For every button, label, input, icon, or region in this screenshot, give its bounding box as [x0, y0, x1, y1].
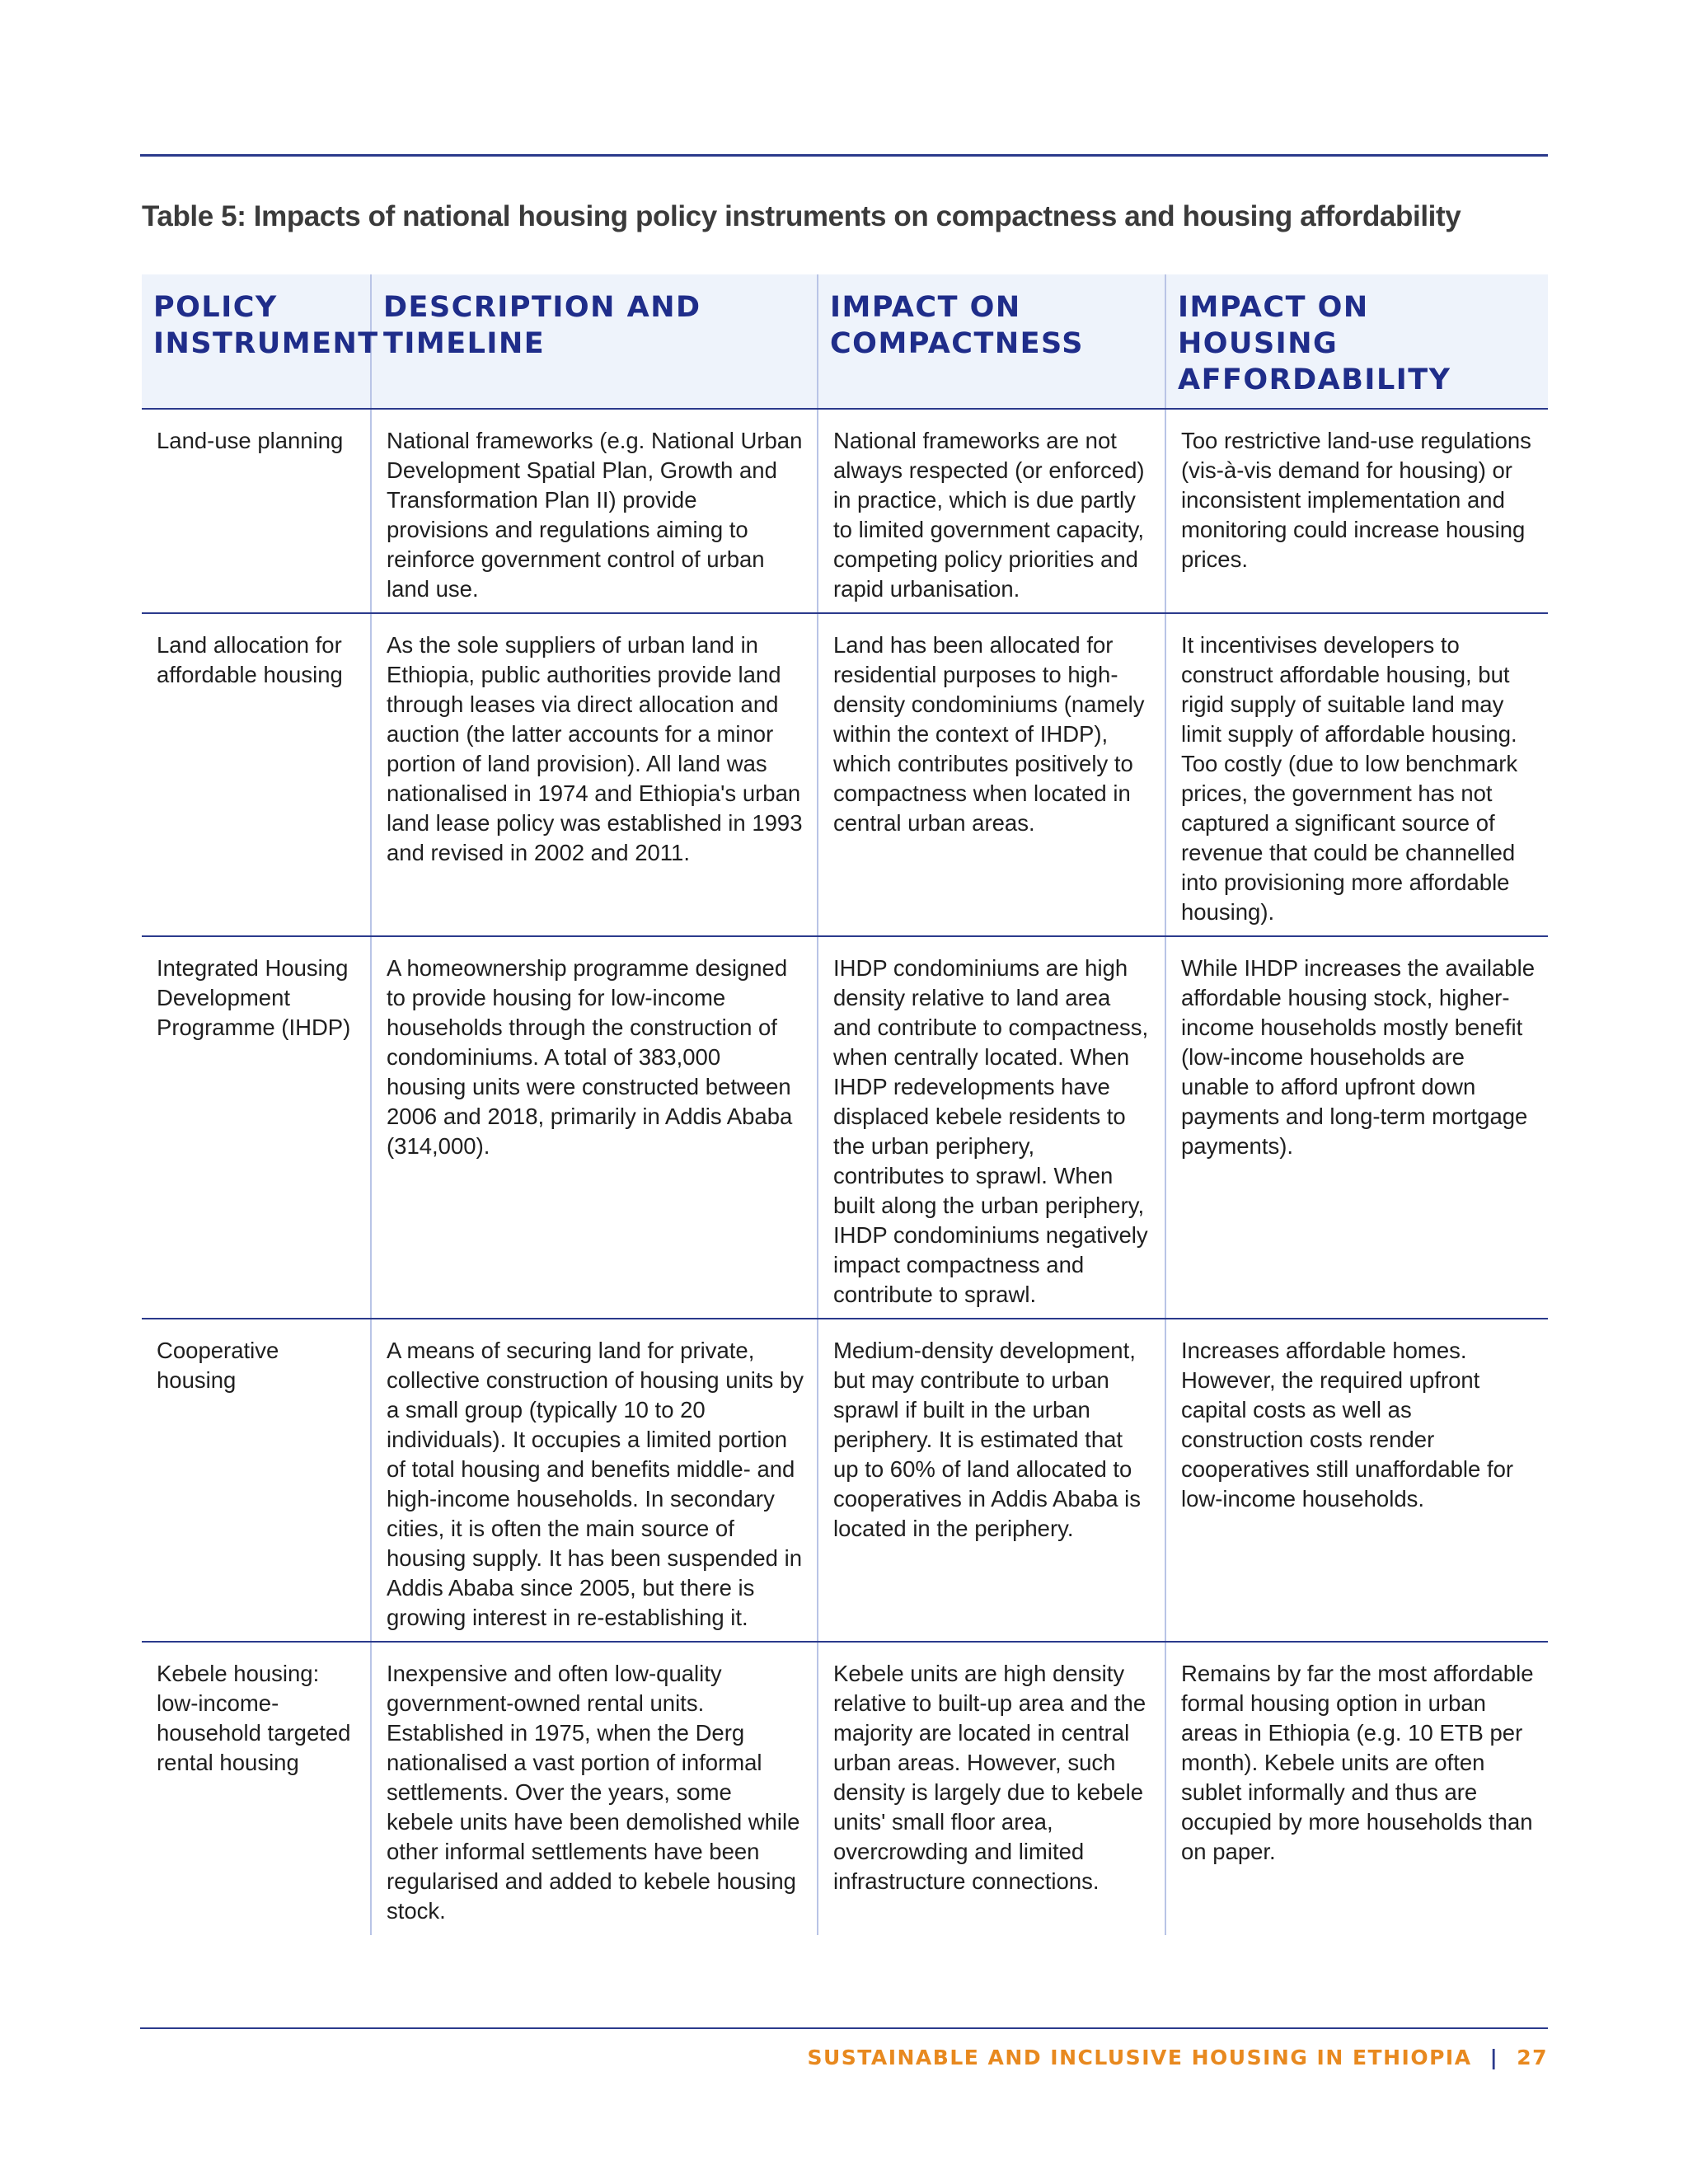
bottom-rule — [140, 2027, 1548, 2029]
header-description: DESCRIPTION AND TIMELINE — [371, 274, 818, 409]
page-number: 27 — [1517, 2046, 1548, 2069]
cell-policy-instrument: Cooperative housing — [142, 1319, 371, 1642]
page-footer — [807, 2046, 1548, 2069]
cell-impact-compactness: Kebele units are high density relative to built-up area and the majority are located in central urban areas. However, such density is largely due to kebele units' small floor area, overcrowding and limited infrastructure connections. — [818, 1642, 1165, 1935]
policy-table — [142, 274, 1548, 1935]
cell-policy-instrument: Land-use planning — [142, 409, 371, 613]
cell-description: A means of securing land for private, collective construction of housing units by a small group (typically 10 to 20 individuals). It occupies a limited portion of total housing and benefits middle- and high-income households. In secondary cities, it is often the main source of housing supply. It has been suspended in Addis Ababa since 2005, but there is growing interest in re-establishing it. — [371, 1319, 818, 1642]
cell-impact-affordability: Too restrictive land-use regulations (vis-à-vis demand for housing) or inconsistent implementation and monitoring could increase housing prices. — [1165, 409, 1548, 613]
table-row — [142, 1319, 1548, 1642]
running-title: SUSTAINABLE AND INCLUSIVE HOUSING IN ETHIOPIA — [807, 2046, 1472, 2069]
table-row — [142, 409, 1548, 613]
table-row — [142, 613, 1548, 936]
cell-description: National frameworks (e.g. National Urban Development Spatial Plan, Growth and Transformation Plan II) provide provisions and regulations aiming to reinforce government control of urban land use. — [371, 409, 818, 613]
top-rule — [140, 154, 1548, 157]
cell-description: As the sole suppliers of urban land in Ethiopia, public authorities provide land through leases via direct allocation and auction (the latter accounts for a minor portion of land provision). All land was nationalised in 1974 and Ethiopia's urban land lease policy was established in 1993 and revised in 2002 and 2011. — [371, 613, 818, 936]
cell-policy-instrument: Kebele housing: low-income-household targeted rental housing — [157, 1661, 351, 1775]
cell-impact-compactness: National frameworks are not always respected (or enforced) in practice, which is due partly to limited government capacity, competing policy priorities and rapid urbanisation. — [818, 409, 1165, 613]
footer-separator: | — [1489, 2046, 1499, 2069]
header-impact-affordability: IMPACT ON HOUSING AFFORDABILITY — [1165, 274, 1548, 409]
cell-description: Inexpensive and often low-quality government-owned rental units. Established in 1975, when the Derg nationalised a vast portion of informal settlements. Over the years, some kebele units have been demolished while other informal settlements have been regularised and added to kebele housing stock. — [371, 1642, 818, 1935]
cell-impact-compactness: Land has been allocated for residential purposes to high-density condominiums (namely within the context of IHDP), which contributes positively to compactness when located in central urban areas. — [818, 613, 1165, 936]
cell-policy-instrument: Land allocation for affordable housing — [142, 613, 371, 936]
table-row — [142, 1642, 1548, 1935]
table-header-row — [142, 274, 1548, 409]
header-policy-instrument: POLICY INSTRUMENT — [142, 274, 371, 409]
cell-impact-compactness: Medium-density development, but may contribute to urban sprawl if built in the urban periphery. It is estimated that up to 60% of land allocated to cooperatives in Addis Ababa is located in the periphery. — [818, 1319, 1165, 1642]
cell-policy-instrument: Integrated Housing Development Programme (IHDP) — [142, 936, 371, 1319]
cell-description: A homeownership programme designed to provide housing for low-income households through the construction of condominiums. A total of 383,000 housing units were constructed between 2006 and 2018, primarily in Addis Ababa (314,000). — [371, 936, 818, 1319]
cell-impact-affordability: While IHDP increases the available affordable housing stock, higher-income households mostly benefit (low-income households are unable to afford upfront down payments and long-term mortgage payments). — [1165, 936, 1548, 1319]
header-impact-compactness: IMPACT ON COMPACTNESS — [818, 274, 1165, 409]
table-title: Table 5: Impacts of national housing policy instruments on compactness and housing affordability — [142, 200, 1461, 232]
cell-impact-affordability: Remains by far the most affordable formal housing option in urban areas in Ethiopia (e.g. 10 ETB per month). Kebele units are often sublet informally and thus are occupied by more households than on paper. — [1165, 1642, 1548, 1935]
table-row — [142, 936, 1548, 1319]
cell-impact-compactness: IHDP condominiums are high density relative to land area and contribute to compactness, when centrally located. When IHDP redevelopments have displaced kebele residents to the urban periphery, contributes to sprawl. When built along the urban periphery, IHDP condominiums negatively impact compactness and contribute to sprawl. — [818, 936, 1165, 1319]
cell-impact-affordability: It incentivises developers to construct affordable housing, but rigid supply of suitable land may limit supply of affordable housing. Too costly (due to low benchmark prices, the government has not captured a significant source of revenue that could be channelled into provisioning more affordable housing). — [1165, 613, 1548, 936]
cell-impact-affordability: Increases affordable homes. However, the required upfront capital costs as well as construction costs render cooperatives still unaffordable for low-income households. — [1165, 1319, 1548, 1642]
